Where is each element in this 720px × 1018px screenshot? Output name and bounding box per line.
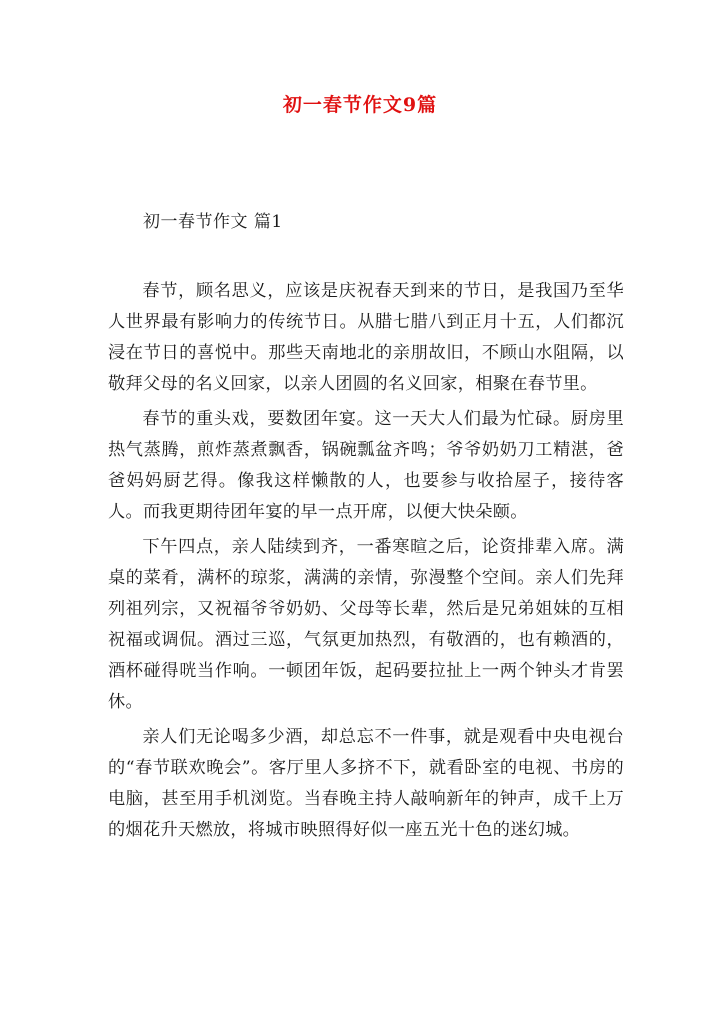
article-body: [108, 276, 624, 850]
document-title: 初一春节作文9篇: [282, 94, 438, 116]
section-heading: 初一春节作文 篇1: [143, 212, 283, 232]
paragraph: 春节，顾名思义，应该是庆祝春天到来的节日，是我国乃至华人世界最有影响力的传统节日。从腊七腊八到正月十五，人们都沉浸在节日的喜悦中。那些天南地北的亲朋故旧，不顾山水阻隔，以敬拜父母的名义回家，以亲人团圆的名义回家，相聚在春节里。: [108, 281, 624, 394]
paragraph: 春节的重头戏，要数团年宴。这一天大人们最为忙碌。厨房里热气蒸腾，煎炸蒸煮飘香，锅碗瓢盆齐鸣；爷爷奶奶刀工精湛，爸爸妈妈厨艺得。像我这样懒散的人，也要参与收拾屋子，接待客人。而我更期待团年宴的早一点开席，以便大快朵颐。: [108, 409, 624, 522]
paragraph: 亲人们无论喝多少酒，却总忘不一件事，就是观看中央电视台的“春节联欢晚会”。客厅里人多挤不下，就看卧室的电视、书房的电脑，甚至用手机浏览。当春晚主持人敲响新年的钟声，成千上万的烟花升天燃放，将城市映照得好似一座五光十色的迷幻城。: [108, 727, 624, 840]
paragraph: 下午四点，亲人陆续到齐，一番寒暄之后，论资排辈入席。满桌的菜肴，满杯的琼浆，满满的亲情，弥漫整个空间。亲人们先拜列祖列宗，又祝福爷爷奶奶、父母等长辈，然后是兄弟姐妹的互相祝福或调侃。酒过三巡，气氛更加热烈，有敬酒的，也有赖酒的，酒杯碰得咣当作响。一顿团年饭，起码要拉扯上一两个钟头才肯罢休。: [108, 537, 624, 712]
